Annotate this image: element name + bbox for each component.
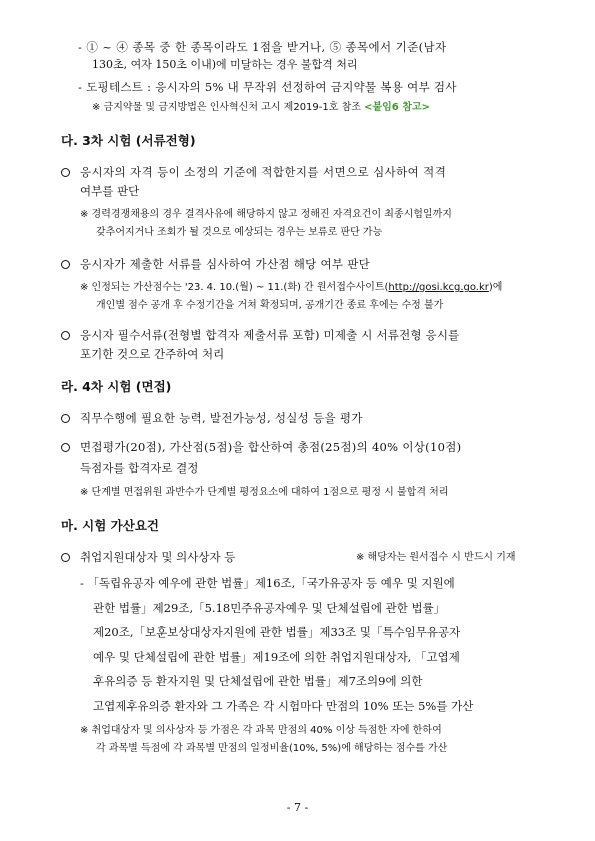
da-item-2-note-2: 개인별 점수 공개 후 수정기간을 거쳐 확정되며, 공개기간 종료 후에는 수정 불가 [96,300,444,311]
da-item-2-note-1-end: )에 [488,282,503,293]
page-number: - 7 - [286,801,309,814]
da-item-2 [61,257,370,271]
exam-fail-criteria-line-2: 130초, 여자 150초 이내)에 미달하는 경우 불합격 처리 [92,58,358,71]
attachment-6-reference: <붙임6 참고> [364,102,430,113]
ma-bonus-note-2: 각 과목별 득점에 각 과목별 만점의 일정비율(10%, 5%)에 해당하는 점수를 가산 [96,743,448,754]
da-item-2-text: 응시자가 제출한 서류를 심사하여 가산점 해당 여부 판단 [80,257,371,271]
da-item-1 [61,165,446,179]
ra-item-2-text: 면접평가(20점), 가산점(5점)을 합산하여 총점(25점)의 40% 이상(10점) [80,440,462,454]
ma-law-line-4: 예우 및 단체설립에 관한 법률」제19조에 의한 취업지원대상자, 「고엽제 [93,650,460,664]
prohibited-drug-note-text: ※ 금지약물 및 금지방법은 인사혁신처 고시 제2019-1호 참조 [92,102,365,113]
ra-item-2 [61,440,461,454]
ma-law-line-6: 고엽제후유의증 환자와 그 가족은 각 시험마다 만점의 10% 또는 5%를 가산 [93,699,474,713]
circle-bullet-icon [61,553,70,562]
circle-bullet-icon [61,168,70,177]
ra-item-2-cont: 득점자를 합격자로 결정 [80,461,199,475]
ra-item-1 [61,411,363,425]
prohibited-drug-note [92,101,430,115]
da-item-1-note-2: 갖추어지거나 조회가 될 것으로 예상되는 경우는 보류로 판단 가능 [96,227,383,238]
da-item-2-note-1-text: ※ 인정되는 가산점수는 '23. 4. 10.(월) ~ 11.(화) 간 원서접수사이트( [80,282,389,293]
ma-law-line-3: 제20조,「보훈보상대상자지원에 관한 법률」제33조 및「특수임무유공자 [93,625,461,639]
ra-item-1-text: 직무수행에 필요한 능력, 발전가능성, 성실성 등을 평가 [80,411,363,425]
doping-test-line: - 도핑테스트 : 응시자의 5% 내 무작위 선정하여 금지약물 복용 여부 검사 [78,80,457,94]
ma-item-1-note: ※ 해당자는 원서접수 시 반드시 기재 [356,552,516,563]
exam-fail-criteria-line-1: - ① ~ ④ 종목 중 한 종목이라도 1점을 받거나, ⑤ 종목에서 기준(남자 [78,40,447,54]
ma-law-line-5: 후유의증 등 환자지원 및 단체설립에 관한 법률」제7조의9에 의한 [93,674,423,688]
ma-law-line-2: 관한 법률」제29조,「5.18민주유공자예우 및 단체설립에 관한 법률」 [93,601,446,615]
da-item-1-text: 응시자의 자격 등이 소정의 기준에 적합한지를 서면으로 심사하여 적격 [80,165,447,179]
circle-bullet-icon [61,260,70,269]
da-item-1-note-1: ※ 경력경쟁채용의 경우 결격사유에 해당하지 않고 정해진 자격요건이 최종시험일까지 [80,209,452,220]
ra-item-2-note: ※ 단계별 면접위원 과반수가 단계별 평정요소에 대하여 1점으로 평정 시 불합격 처리 [80,487,449,498]
da-item-3-cont: 포기한 것으로 간주하여 처리 [80,347,225,361]
ma-item-1 [61,550,235,564]
section-da-heading: 다. 3차 시험 (서류전형) [61,133,196,148]
section-ra-heading: 라. 4차 시험 (면접) [61,379,172,394]
da-item-1-cont: 여부를 판단 [80,184,140,198]
circle-bullet-icon [61,443,70,452]
gosi-site-link[interactable]: http://gosi.kcg.go.kr [388,282,489,293]
circle-bullet-icon [61,331,70,340]
ma-law-line-1: - 「독립유공자 예우에 관한 법률」제16조,「국가유공자 등 예우 및 지원에 [80,576,455,590]
da-item-3 [61,328,459,342]
da-item-2-note-1 [80,281,502,295]
circle-bullet-icon [61,414,70,423]
ma-item-1-text: 취업지원대상자 및 의사상자 등 [80,550,236,564]
da-item-3-text: 응시자 필수서류(전형별 합격자 제출서류 포함) 미제출 시 서류전형 응시를 [80,328,460,342]
section-ma-heading: 마. 시험 가산요건 [61,518,159,533]
ma-bonus-note-1: ※ 취업대상자 및 의사상자 등 가점은 각 과목 만점의 40% 이상 득점한 자에 한하여 [80,725,442,736]
